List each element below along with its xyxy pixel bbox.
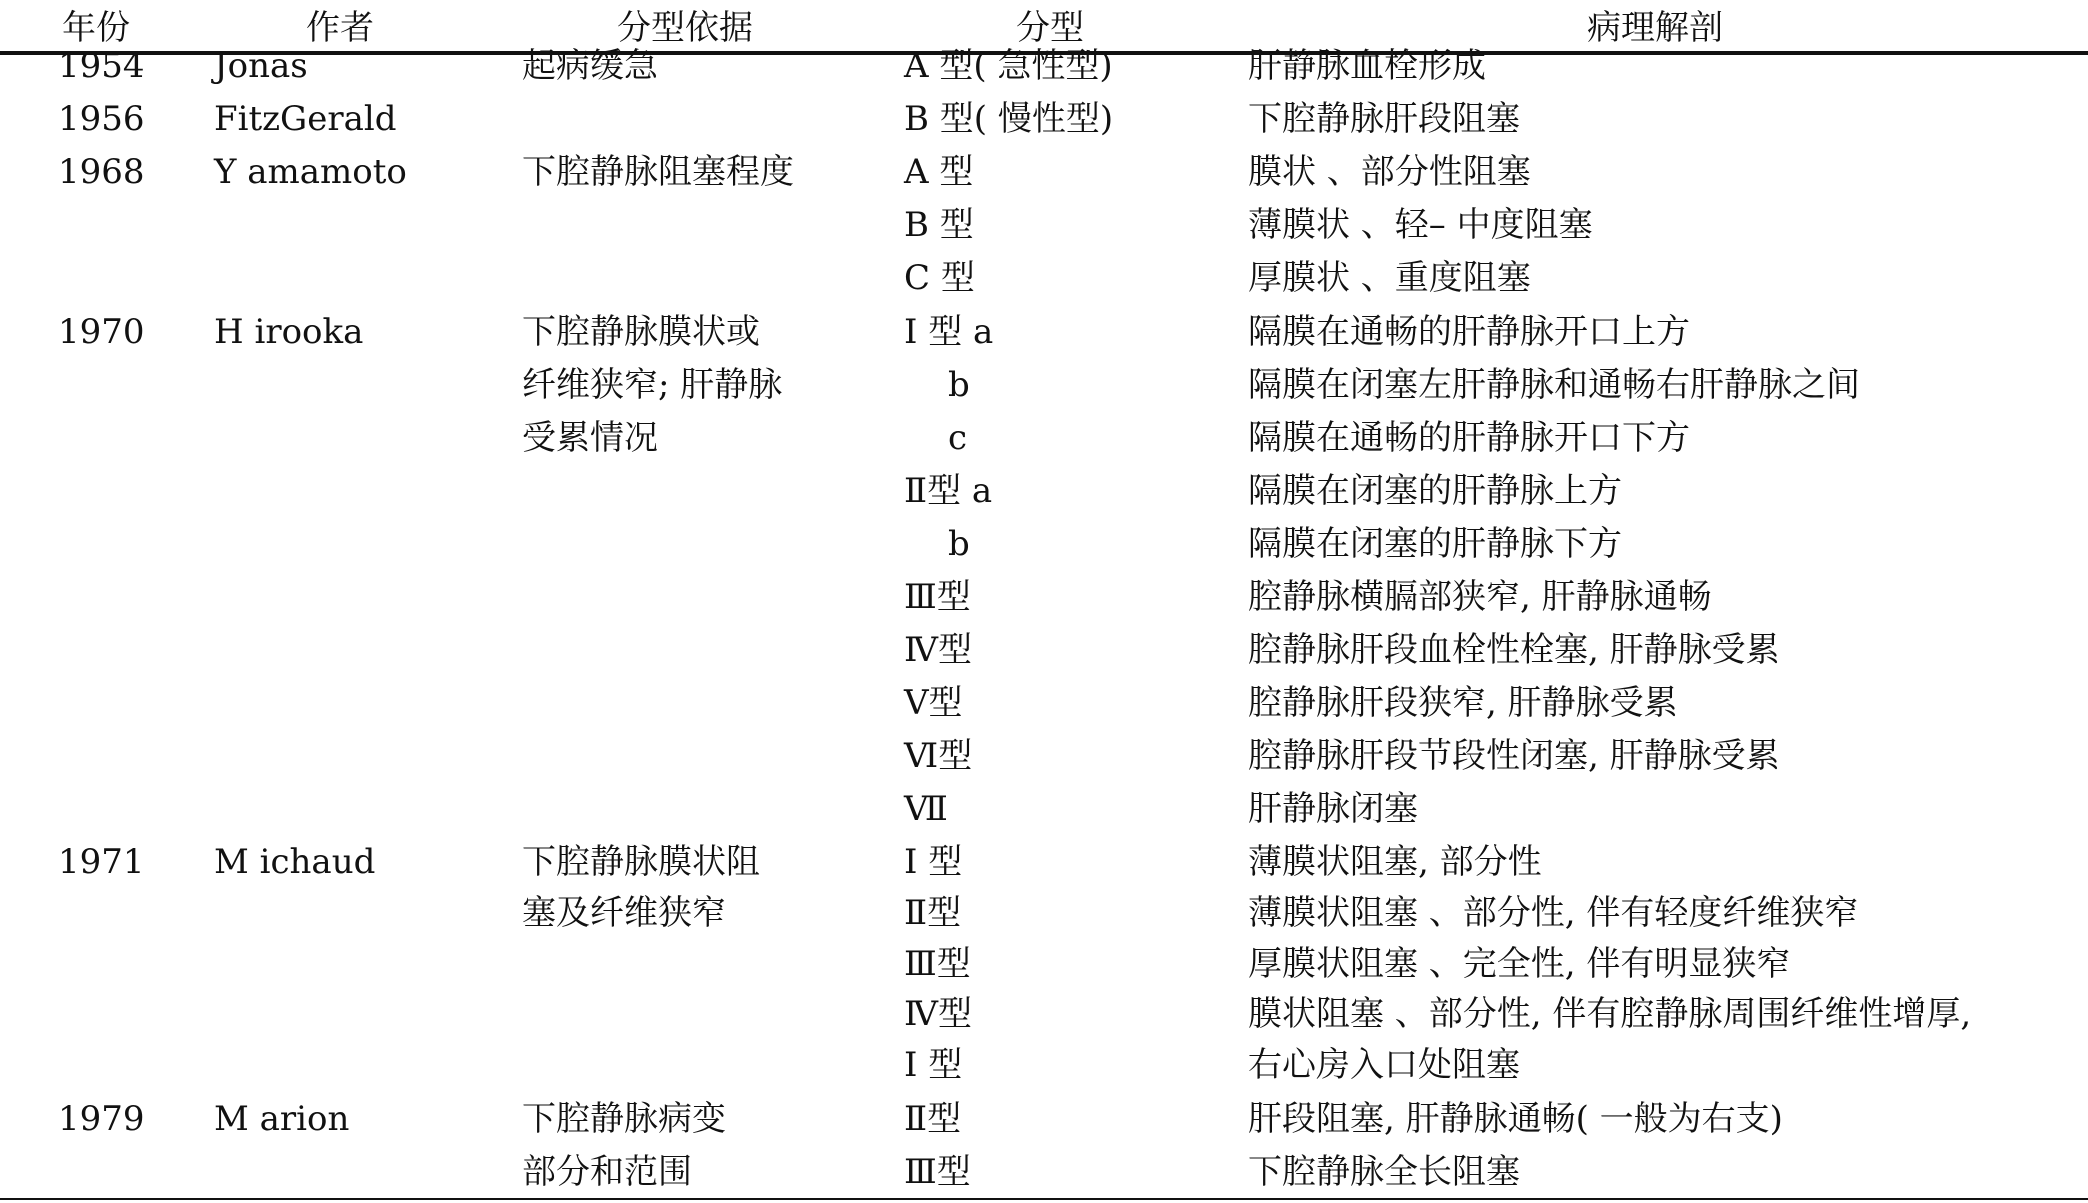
header-author: 作者 xyxy=(306,8,374,48)
cell-pathology: 厚膜状 、重度阻塞 xyxy=(1248,258,1531,298)
header-type: 分型 xyxy=(1016,8,1084,48)
cell-pathology: 隔膜在通畅的肝静脉开口下方 xyxy=(1248,418,1690,458)
cell-type: Ⅰ 型 xyxy=(904,842,963,882)
cell-pathology: 下腔静脉肝段阻塞 xyxy=(1248,99,1520,139)
cell-type: Ⅱ型 xyxy=(904,893,962,933)
cell-pathology: 下腔静脉全长阻塞 xyxy=(1248,1152,1520,1192)
cell-type: Ⅳ型 xyxy=(904,630,972,670)
cell-year: 1979 xyxy=(58,1099,145,1139)
cell-type: Ⅳ型 xyxy=(904,994,972,1034)
cell-pathology: 膜状 、部分性阻塞 xyxy=(1248,152,1531,192)
cell-type: Ⅱ型 a xyxy=(904,471,993,511)
cell-author: Jonas xyxy=(214,46,308,86)
cell-type: Ⅰ 型 xyxy=(904,1045,963,1085)
cell-pathology: 肝静脉血栓形成 xyxy=(1248,46,1486,86)
cell-basis: 下腔静脉阻塞程度 xyxy=(522,152,794,192)
cell-type: Ⅶ xyxy=(904,789,948,829)
cell-pathology: 右心房入口处阻塞 xyxy=(1248,1045,1520,1085)
cell-pathology: 隔膜在闭塞的肝静脉上方 xyxy=(1248,471,1622,511)
cell-pathology: 厚膜状阻塞 、完全性, 伴有明显狭窄 xyxy=(1248,944,1791,984)
cell-type: Ⅲ型 xyxy=(904,577,971,617)
cell-pathology: 薄膜状阻塞 、部分性, 伴有轻度纤维狭窄 xyxy=(1248,893,1859,933)
cell-type: Ⅵ型 xyxy=(904,736,973,776)
cell-type: B 型( 慢性型) xyxy=(904,99,1114,139)
cell-type: b xyxy=(948,524,970,564)
cell-pathology: 薄膜状 、轻– 中度阻塞 xyxy=(1248,205,1593,245)
cell-pathology: 腔静脉肝段狭窄, 肝静脉受累 xyxy=(1248,683,1678,723)
cell-pathology: 腔静脉肝段节段性闭塞, 肝静脉受累 xyxy=(1248,736,1780,776)
cell-basis: 起病缓急 xyxy=(522,46,658,86)
cell-year: 1970 xyxy=(58,312,145,352)
cell-pathology: 腔静脉横膈部狭窄, 肝静脉通畅 xyxy=(1248,577,1712,617)
cell-basis: 下腔静脉膜状阻 xyxy=(522,842,760,882)
cell-type: B 型 xyxy=(904,205,974,245)
cell-pathology: 隔膜在通畅的肝静脉开口上方 xyxy=(1248,312,1690,352)
cell-type: A 型( 急性型) xyxy=(904,46,1113,86)
cell-pathology: 隔膜在闭塞左肝静脉和通畅右肝静脉之间 xyxy=(1248,365,1860,405)
cell-author: H irooka xyxy=(214,312,364,352)
cell-pathology: 腔静脉肝段血栓性栓塞, 肝静脉受累 xyxy=(1248,630,1780,670)
cell-year: 1954 xyxy=(58,46,145,86)
cell-type: c xyxy=(948,418,968,458)
cell-type: Ⅰ 型 a xyxy=(904,312,994,352)
cell-basis: 塞及纤维狭窄 xyxy=(522,893,726,933)
cell-author: M ichaud xyxy=(214,842,376,882)
cell-type: Ⅲ型 xyxy=(904,1152,971,1192)
cell-year: 1971 xyxy=(58,842,145,882)
cell-author: M arion xyxy=(214,1099,350,1139)
cell-type: C 型 xyxy=(904,258,975,298)
header-basis: 分型依据 xyxy=(617,8,753,48)
cell-author: FitzGerald xyxy=(214,99,397,139)
cell-type: A 型 xyxy=(904,152,974,192)
cell-type: Ⅱ型 xyxy=(904,1099,962,1139)
cell-pathology: 膜状阻塞 、部分性, 伴有腔静脉周围纤维性增厚, xyxy=(1248,994,1972,1034)
header-year: 年份 xyxy=(62,8,130,48)
table-bottom-rule xyxy=(0,1198,2088,1200)
cell-basis: 受累情况 xyxy=(522,418,658,458)
cell-pathology: 隔膜在闭塞的肝静脉下方 xyxy=(1248,524,1622,564)
cell-pathology: 肝段阻塞, 肝静脉通畅( 一般为右支) xyxy=(1248,1099,1783,1139)
cell-basis: 部分和范围 xyxy=(522,1152,692,1192)
cell-type: Ⅲ型 xyxy=(904,944,971,984)
cell-type: b xyxy=(948,365,970,405)
cell-pathology: 薄膜状阻塞, 部分性 xyxy=(1248,842,1542,882)
cell-author: Y amamoto xyxy=(214,152,407,192)
cell-year: 1968 xyxy=(58,152,145,192)
cell-basis: 纤维狭窄; 肝静脉 xyxy=(522,365,783,405)
cell-basis: 下腔静脉病变 xyxy=(522,1099,726,1139)
header-pathology: 病理解剖 xyxy=(1587,8,1723,48)
cell-year: 1956 xyxy=(58,99,145,139)
cell-basis: 下腔静脉膜状或 xyxy=(522,312,760,352)
cell-type: Ⅴ型 xyxy=(904,683,963,723)
cell-pathology: 肝静脉闭塞 xyxy=(1248,789,1418,829)
